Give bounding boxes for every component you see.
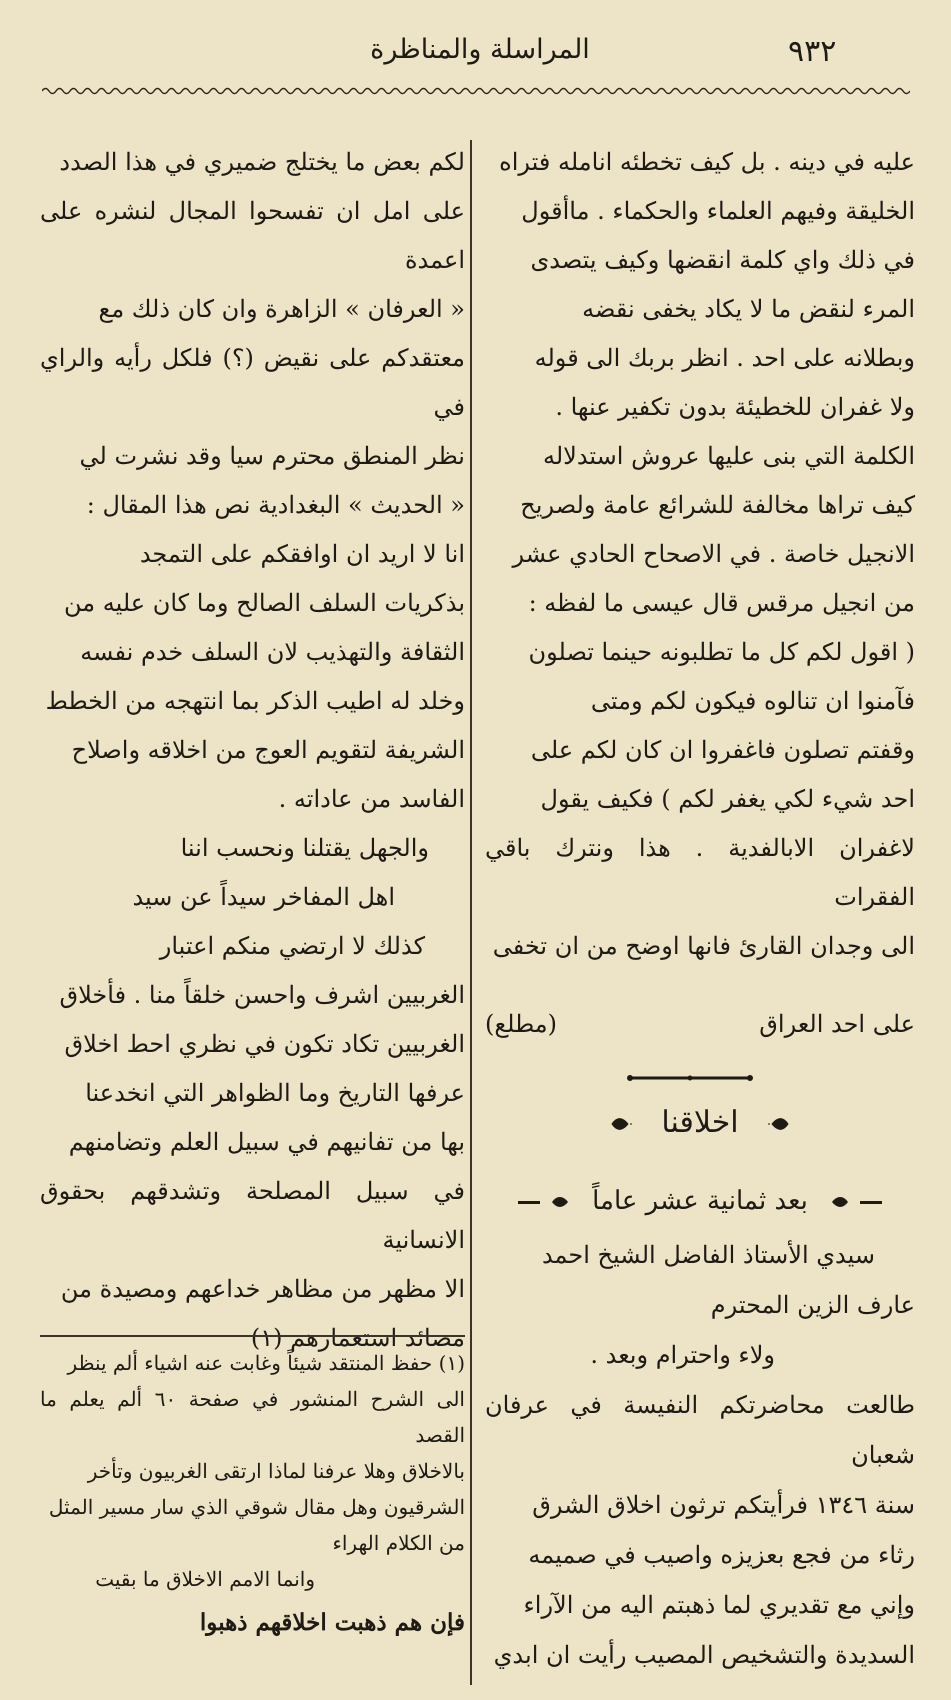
right-line: وبطلانه على احد . انظر بربك الى قوله — [534, 344, 915, 372]
left-line: الفاسد من عاداته . — [278, 785, 465, 813]
left-line: « العرفان » الزاهرة وان كان ذلك مع — [98, 295, 465, 323]
right-line: عليه في دينه . بل كيف تخطئه انامله فتراه — [499, 148, 915, 176]
letter-line: رثاء من فجع بعزيزه واصيب في صميمه — [528, 1541, 915, 1569]
column-divider — [470, 140, 472, 1685]
right-line: احد شيء لكي يغفر لكم ) فكيف يقول — [540, 785, 915, 813]
right-line: ولا غفران للخطيئة بدون تكفير عنها . — [555, 393, 915, 421]
poem-verse: اهل المفاخر سيداً عن سيد — [132, 883, 395, 911]
right-line: الكلمة التي بنى عليها عروش استدلاله — [542, 442, 915, 470]
right-line: من انجيل مرقس قال عيسى ما لفظه : — [528, 589, 915, 617]
poem-verse: والجهل يقتلنا ونحسب اننا — [180, 834, 429, 862]
left-column-text — [40, 138, 465, 1363]
letter-text — [485, 1230, 915, 1680]
right-line: فآمنوا ان تنالوه فيكون لكم ومتى — [590, 687, 915, 715]
left-line: مصائد استعمارهم (١) — [250, 1324, 465, 1352]
left-line: عرفها التاريخ وما الظواهر التي انخدعنا — [85, 1079, 465, 1107]
letter-greeting: عارف الزين المحترم — [710, 1291, 915, 1319]
left-line: بها من تفانيهم في سبيل العلم وتضامنهم — [68, 1128, 465, 1156]
footnote-line: بالاخلاق وهلا عرفنا لماذا ارتقى الغربيون وتأخر — [87, 1459, 465, 1483]
left-line: الغربيين اشرف واحسن خلقاً منا . فأخلاق — [59, 981, 465, 1009]
left-line: كذلك لا ارتضي منكم اعتبار — [159, 932, 425, 960]
left-line: بذكريات السلف الصالح وما كان عليه من — [63, 589, 465, 617]
signature-tag: (مطلع) — [485, 1010, 557, 1038]
right-line: الخليقة وفيهم العلماء والحكماء . ماأقول — [521, 197, 915, 225]
fleuron-icon — [608, 1111, 634, 1137]
fleuron-icon — [548, 1189, 574, 1215]
right-line: لاغفران الابالفدية . هذا ونترك باقي الفقرات — [485, 834, 915, 911]
letter-line: السديدة والتشخيص المصيب رأيت ان ابدي — [493, 1641, 915, 1669]
left-line: على امل ان تفسحوا المجال لنشره على اعمدة — [40, 197, 465, 274]
footnote-line: من الكلام الهراء — [332, 1531, 465, 1555]
left-line: « الحديث » البغدادية نص هذا المقال : — [86, 491, 465, 519]
left-line: الثقافة والتهذيب لان السلف خدم نفسه — [80, 638, 465, 666]
right-line: الانجيل خاصة . في الاصحاح الحادي عشر — [512, 540, 915, 568]
letter-salutation: ولاء واحترام وبعد . — [590, 1341, 775, 1369]
left-line: معتقدكم على نقيض (؟) فلكل رأيه والراي في — [40, 344, 465, 421]
left-line: انا لا اريد ان اوافقكم على التمجد — [139, 540, 465, 568]
page-number: ٩٣٢ — [788, 34, 837, 69]
fleuron-icon — [766, 1111, 792, 1137]
left-line: وخلد له اطيب الذكر بما انتهجه من الخطط — [45, 687, 465, 715]
letter-greeting: سيدي الأستاذ الفاضل الشيخ احمد — [541, 1241, 875, 1269]
right-line: الى وجدان القارئ فانها اوضح من ان تخفى — [492, 932, 915, 960]
letter-line: سنة ١٣٤٦ فرأيتكم ترثون اخلاق الشرق — [532, 1491, 915, 1519]
running-title: المراسلة والمناظرة — [370, 34, 590, 65]
right-line: كيف تراها مخالفة للشرائع عامة ولصريح — [520, 491, 915, 519]
left-line: الا مظهر من مظاهر خداعهم ومصيدة من — [60, 1275, 465, 1303]
left-line: الغربيين تكاد تكون في نظري احط اخلاق — [64, 1030, 465, 1058]
letter-line: وإني مع تقديري لما ذهبتم اليه من الآراء — [523, 1591, 915, 1619]
author-signature — [485, 1010, 915, 1038]
header-wavy-rule — [42, 84, 910, 98]
fleuron-icon — [826, 1189, 852, 1215]
left-line: لكم بعض ما يختلج ضميري في هذا الصدد — [59, 148, 465, 176]
section-subtitle: بعد ثمانية عشر عاماً — [592, 1186, 808, 1216]
right-line: في ذلك واي كلمة انقضها وكيف يتصدى — [530, 246, 915, 274]
dash-rule — [518, 1201, 540, 1204]
footnote-line: الشرقيون وهل مقال شوقي الذي سار مسير المثل — [48, 1495, 465, 1519]
right-line: المرء لنقض ما لا يكاد يخفى نقضه — [582, 295, 915, 323]
signature-name: على احد العراق — [759, 1010, 915, 1038]
section-title: اخلاقنا — [661, 1105, 739, 1140]
letter-line: طالعت محاضرتكم النفيسة في عرفان شعبان — [485, 1391, 915, 1469]
footnote-line: (١) حفظ المنتقد شيئاً وغابت عنه اشياء ألم ينظر — [67, 1351, 465, 1375]
section-heading — [485, 1105, 915, 1140]
left-line: في سبيل المصلحة وتشدقهم بحقوق الانسانية — [40, 1177, 465, 1254]
left-line: الشريفة لتقويم العوج من اخلاقه واصلاح — [71, 736, 465, 764]
dash-rule — [860, 1201, 882, 1204]
right-line: ( اقول لكم كل ما تطلبونه حينما تصلون — [528, 638, 915, 666]
section-subtitle-row — [485, 1186, 915, 1216]
right-column-text — [485, 138, 915, 971]
footnotes — [40, 1345, 465, 1641]
footnote-line: وانما الامم الاخلاق ما بقيت — [95, 1567, 315, 1591]
section-divider-ornament — [610, 1073, 770, 1083]
footnote-rule — [40, 1335, 465, 1337]
right-line: وقفتم تصلون فاغفروا ان كان لكم على — [530, 736, 915, 764]
left-line: نظر المنطق محترم سيا وقد نشرت لي — [79, 442, 465, 470]
footnote-line: الى الشرح المنشور في صفحة ٦٠ ألم يعلم ما القصد — [40, 1387, 465, 1447]
footnote-verse: فإن هم ذهبت اخلاقهم ذهبوا — [199, 1609, 465, 1636]
